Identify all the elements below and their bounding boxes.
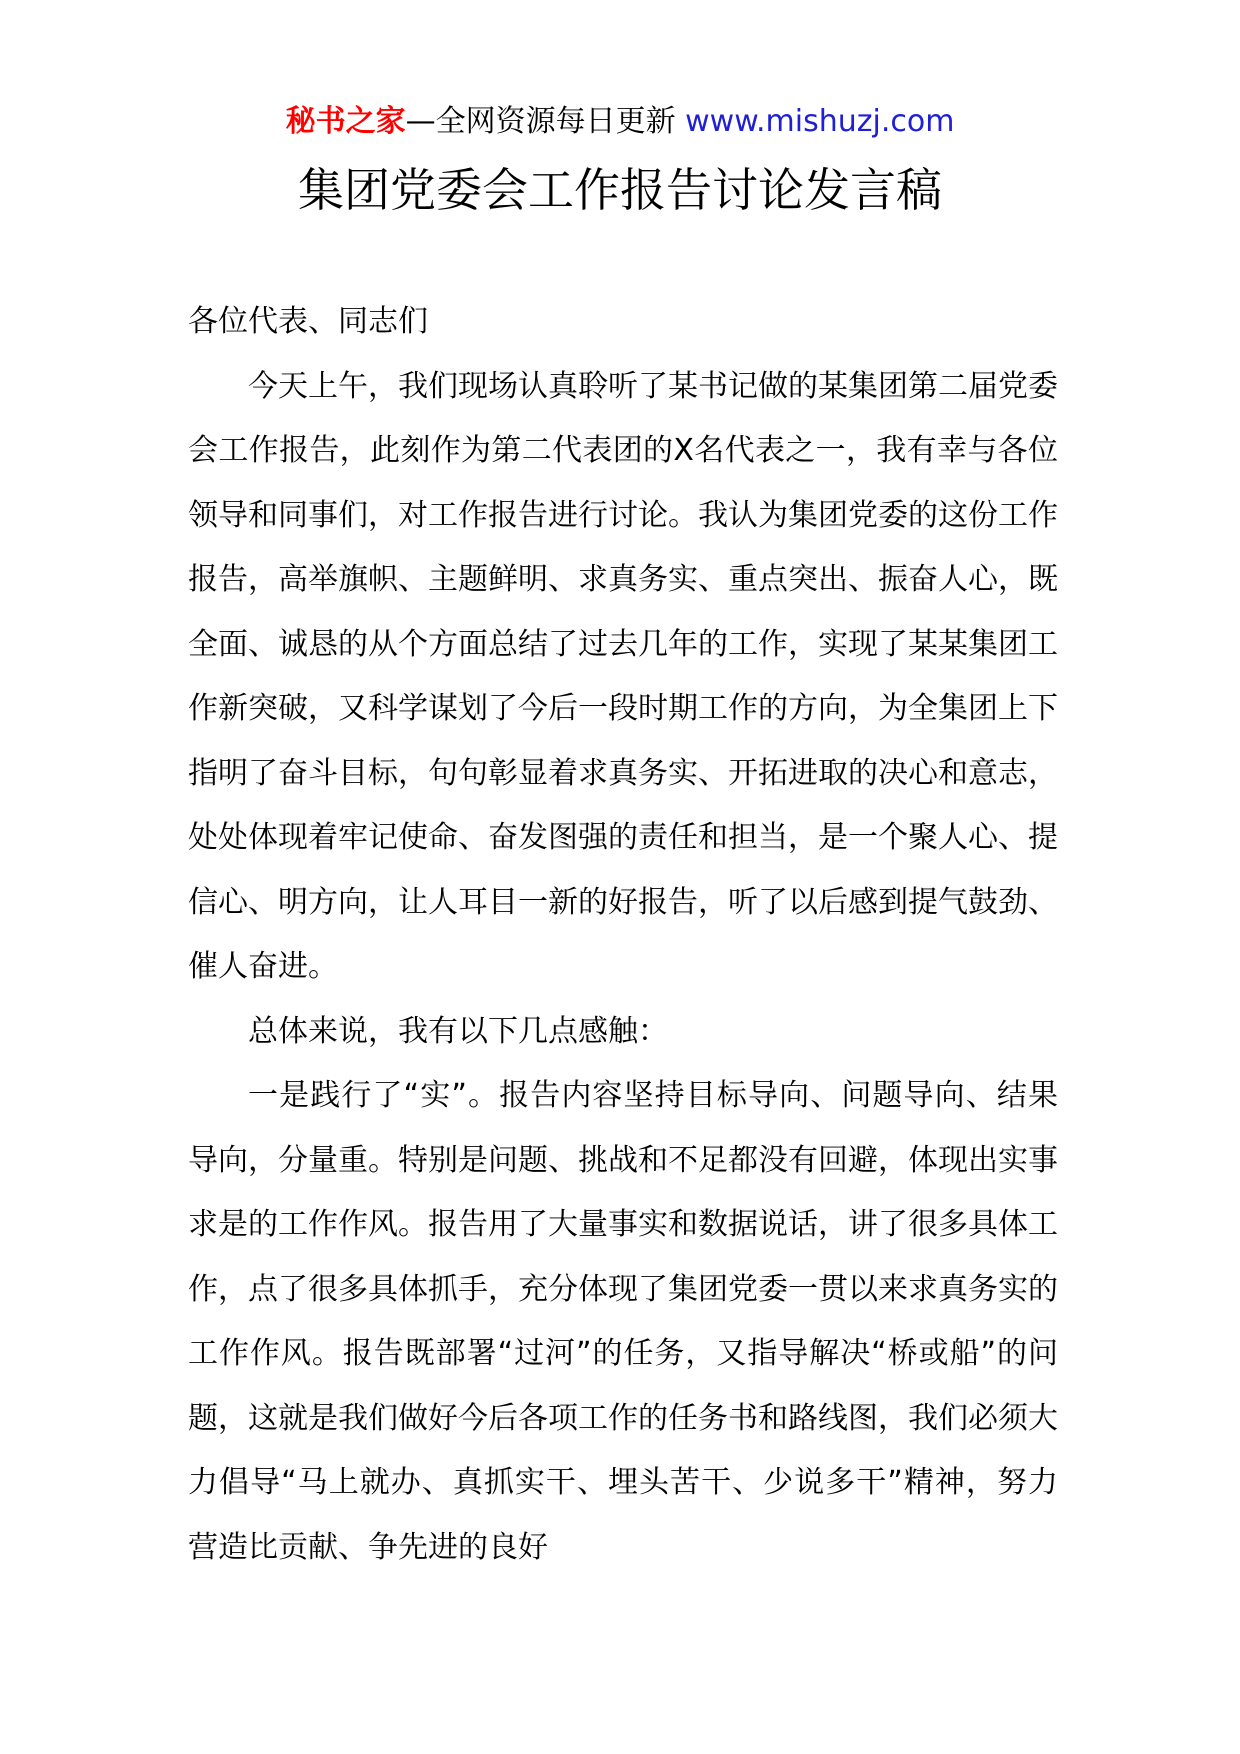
document-body [188,290,1058,1580]
paragraph: 今天上午，我们现场认真聆听了某书记做的某集团第二届党委会工作报告，此刻作为第二代表团的X名代表之一，我有幸与各位领导和同事们，对工作报告进行讨论。我认为集团党委的这份工作报告，高举旗帜、主题鲜明、求真务实、重点突出、振奋人心，既全面、诚恳的从个方面总结了过去几年的工作，实现了某某集团工作新突破，又科学谋划了今后一段时期工作的方向，为全集团上下指明了奋斗目标，句句彰显着求真务实、开拓进取的决心和意志，处处体现着牢记使命、奋发图强的责任和担当，是一个聚人心、提信心、明方向，让人耳目一新的好报告，听了以后感到提气鼓劲、催人奋进。 [188,368,1058,984]
site-header [0,100,1240,144]
site-url-link[interactable]: www.mishuzj.com [685,104,955,139]
paragraph: 总体来说，我有以下几点感触： [248,1013,668,1049]
salutation: 各位代表、同志们 [188,304,428,339]
brand-name: 秘书之家 [285,104,406,139]
document-title: 集团党委会工作报告讨论发言稿 [298,163,942,217]
paragraph: 一是践行了“实”。报告内容坚持目标导向、问题导向、结果导向，分量重。特别是问题、挑战和不足都没有回避，体现出实事求是的工作作风。报告用了大量事实和数据说话，讲了很多具体工作，点了很多具体抓手，充分体现了集团党委一贯以来求真务实的工作作风。报告既部署“过河”的任务，又指导解决“桥或船”的问题，这就是我们做好今后各项工作的任务书和路线图，我们必须大力倡导“马上就办、真抓实干、埋头苦干、少说多干”精神，努力营造比贡献、争先进的良好 [188,1078,1058,1565]
header-slogan: —全网资源每日更新 [405,104,676,139]
